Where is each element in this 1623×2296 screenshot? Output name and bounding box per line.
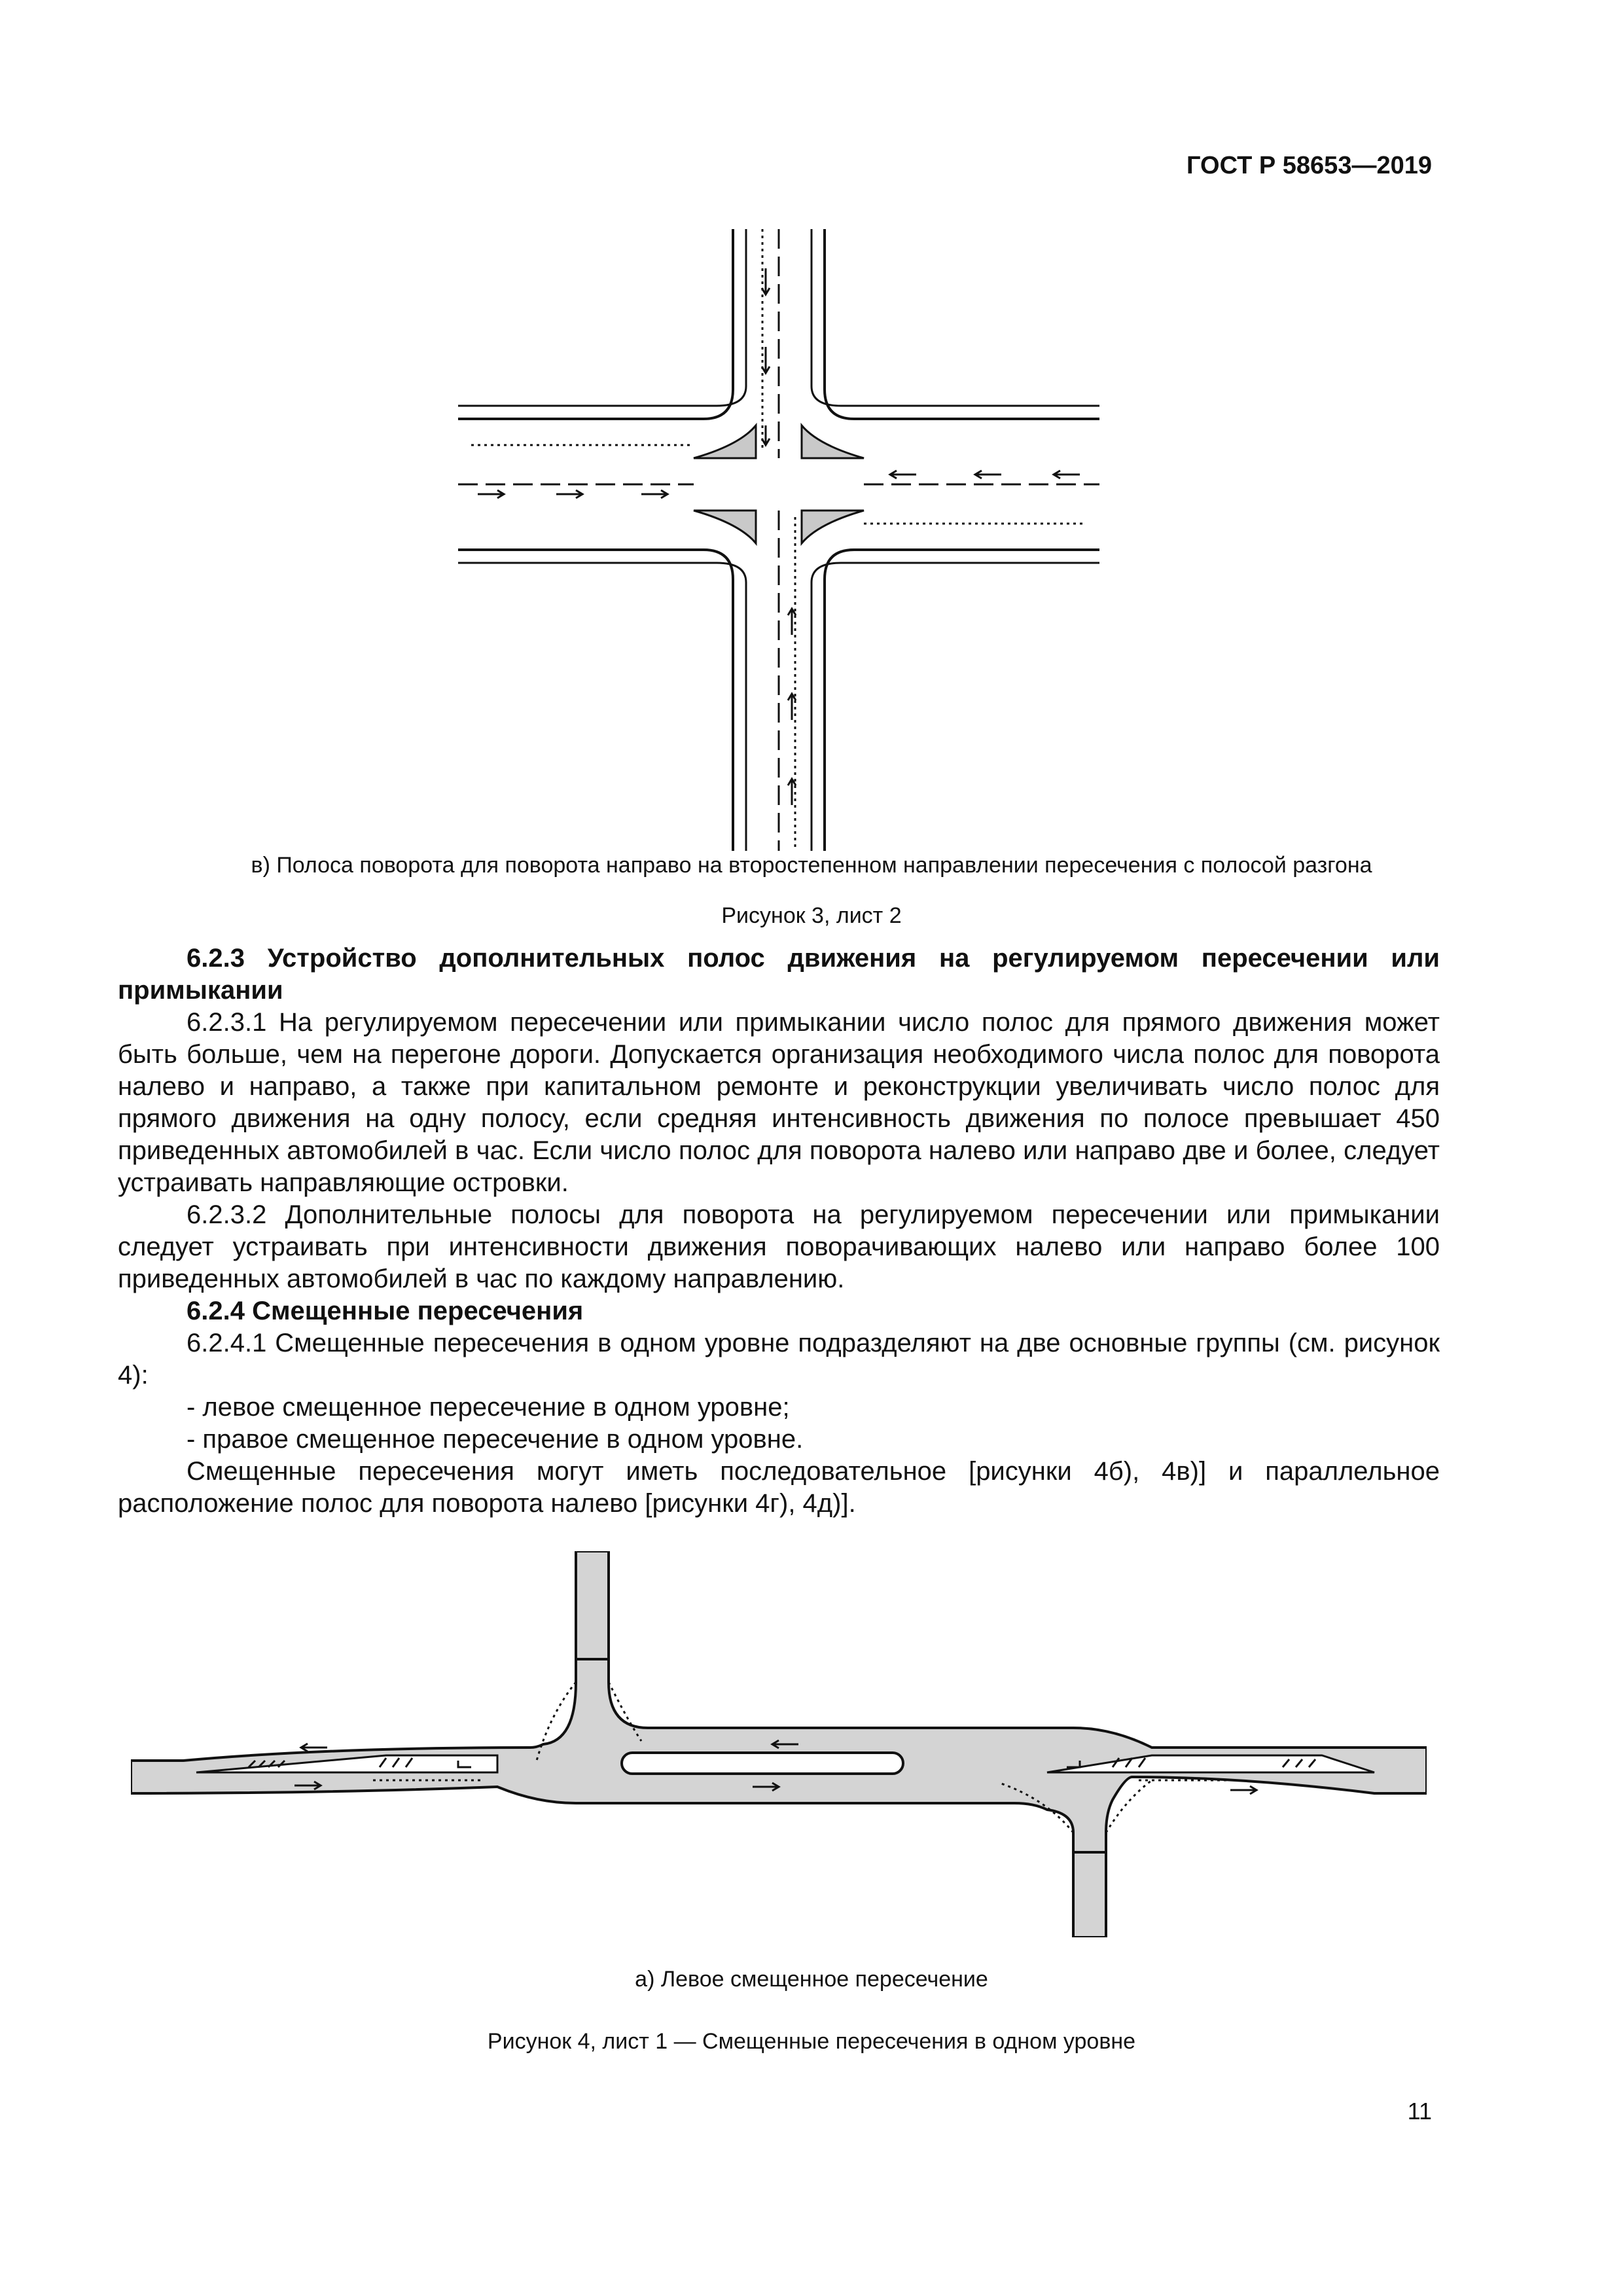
figure-4a-caption: а) Левое смещенное пересечение [635, 1967, 988, 1992]
paragraph-6-2-4-1: 6.2.4.1 Смещенные пересечения в одном уровне подразделяют на две основные группы (см. рисунок 4): [118, 1329, 1440, 1390]
section-6-2-3-heading: 6.2.3 Устройство дополнительных полос движения на регулируемом пересечении или примыкании [118, 944, 1440, 1005]
list-item: - правое смещенное пересечение в одном уровне. [187, 1425, 804, 1454]
paragraph-6-2-3-2: 6.2.3.2 Дополнительные полосы для поворота на регулируемом пересечении или примыкании следует устраивать при интенсивности движения поворачивающих налево или направо более 100 приведенных автомобилей в час по каждому направлению. [118, 1200, 1440, 1293]
figure-3-sheet-label: Рисунок 3, лист 2 [721, 903, 902, 928]
standard-number: ГОСТ Р 58653—2019 [1186, 152, 1432, 179]
intersection-diagram [458, 229, 1099, 851]
paragraph-6-2-3-1: 6.2.3.1 На регулируемом пересечении или примыкании число полос для прямого движения может быть больше, чем на перегоне дороги. Допускается организация необходимого числа полос для поворота налево и направо, а также при капитальном ремонте и реконструкции увеличивать число полос для прямого движения на одну полосу, если средняя интенсивность движения по полосе превышает 450 приведенных автомобилей в час. Если число полос для поворота налево или направо две и более, следует устраивать направляющие островки. [118, 1008, 1440, 1197]
figure-3-caption: в) Полоса поворота для поворота направо на второстепенном направлении пересечения с полосой разгона [251, 853, 1372, 878]
body-text [118, 942, 1440, 1520]
paragraph-6-2-4-2: Смещенные пересечения могут иметь последовательное [рисунки 4б), 4в)] и параллельное расположение полос для поворота налево [рисунки 4г), 4д)]. [118, 1457, 1440, 1518]
list-item: - левое смещенное пересечение в одном уровне; [187, 1393, 790, 1422]
figure-4-caption: Рисунок 4, лист 1 — Смещенные пересечения в одном уровне [487, 2029, 1136, 2054]
offset-intersection-diagram [131, 1551, 1427, 1937]
page-number: 11 [1407, 2098, 1432, 2125]
section-6-2-4-heading: 6.2.4 Смещенные пересечения [187, 1297, 584, 1325]
